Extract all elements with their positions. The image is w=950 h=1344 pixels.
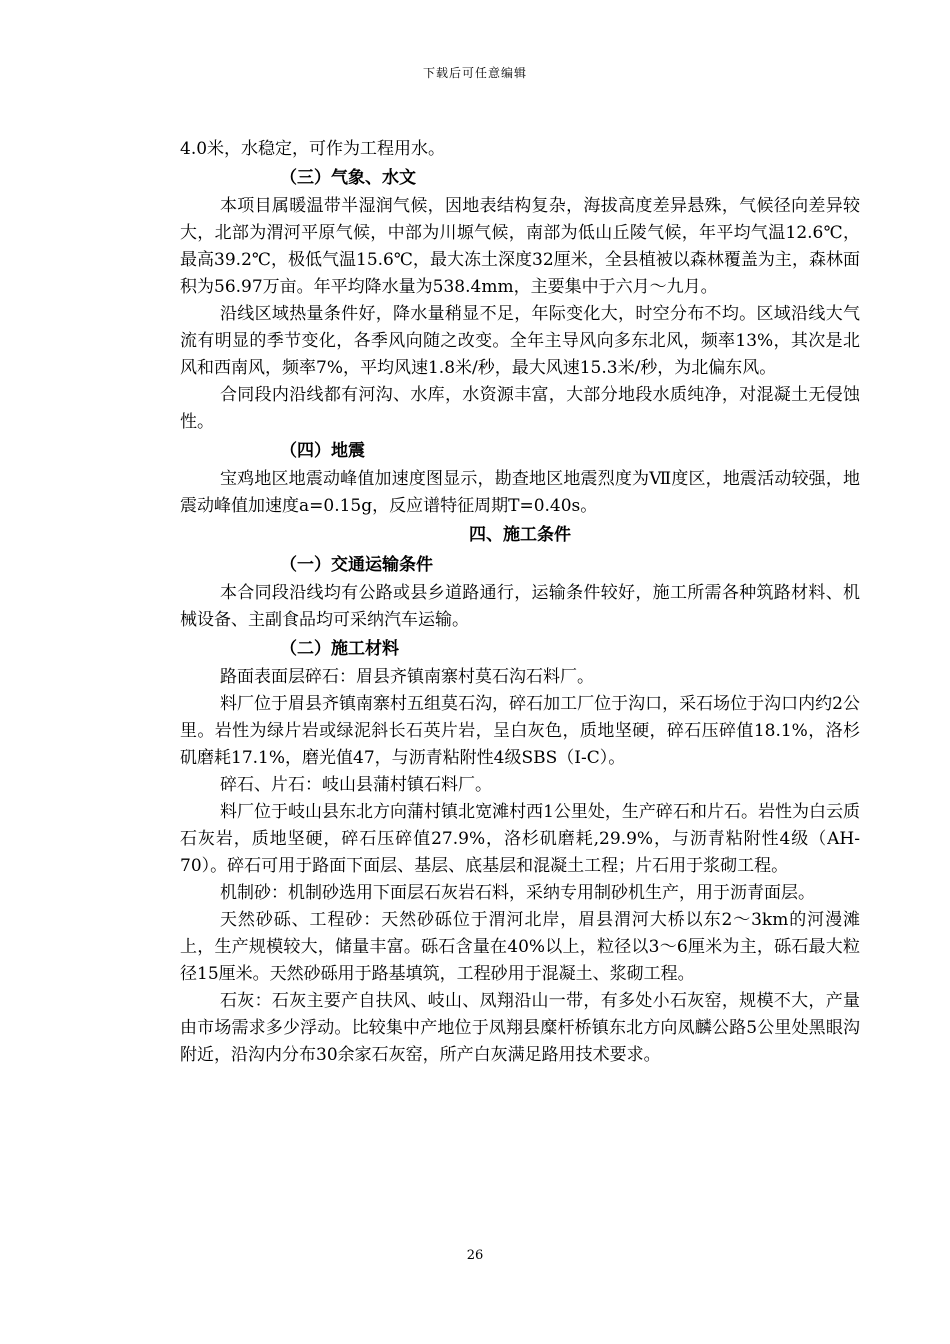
paragraph: 4.0米，水稳定，可作为工程用水。 — [180, 139, 446, 159]
paragraph: 宝鸡地区地震动峰值加速度图显示，勘查地区地震烈度为Ⅶ度区，地震活动较强，地震动峰值加速度a=0.15g，反应谱特征周期T=0.40s。 — [180, 469, 860, 516]
paragraph: 碎石、片石：岐山县蒲村镇石料厂。 — [220, 775, 492, 795]
paragraph: 机制砂：机制砂选用下面层石灰岩石料，采纳专用制砂机生产，用于沥青面层。 — [220, 883, 815, 903]
paragraph: 沿线区域热量条件好，降水量稍显不足，年际变化大，时空分布不均。区域沿线大气流有明显的季节变化，各季风向随之改变。全年主导风向多东北风，频率13%，其次是北风和西南风，频率7%，平均风速1.8米/秒，最大风速15.3米/秒，为北偏东风。 — [180, 304, 860, 378]
page-header-note: 下载后可任意编辑 — [422, 66, 527, 80]
paragraph: 合同段内沿线都有河沟、水库，水资源丰富，大部分地段水质纯净，对混凝土无侵蚀性。 — [180, 385, 860, 432]
paragraph: 本项目属暖温带半湿润气候，因地表结构复杂，海拔高度差异悬殊，气候径向差异较大，北部为渭河平原气候，中部为川塬气候，南部为低山丘陵气候，年平均气温12.6℃，最高39.2℃，极低气温15.6℃，最大冻土深度32厘米，全县植被以森林覆盖为主，森林面积为56.97万亩。年平均降水量为538.4mm，主要集中于六月～九月。 — [180, 196, 860, 297]
paragraph: 本合同段沿线均有公路或县乡道路通行，运输条件较好，施工所需各种筑路材料、机械设备、主副食品均可采纳汽车运输。 — [180, 583, 860, 630]
paragraph: 料厂位于眉县齐镇南寨村五组莫石沟，碎石加工厂位于沟口，采石场位于沟口内约2公里。岩性为绿片岩或绿泥斜长石英片岩，呈白灰色，质地坚硬，碎石压碎值18.1%，洛杉矶磨耗17.1%，磨光值47，与沥青粘附性4级SBS（I-C）。 — [180, 694, 860, 768]
paragraph: 石灰：石灰主要产自扶风、岐山、凤翔沿山一带，有多处小石灰窑，规模不大，产量由市场需求多少浮动。比较集中产地位于凤翔县糜杆桥镇东北方向凤麟公路5公里处黑眼沟附近，沿沟内分布30余家石灰窑，所产白灰满足路用技术要求。 — [180, 991, 860, 1065]
section-heading: 四、施工条件 — [469, 525, 571, 545]
paragraph: 料厂位于岐山县东北方向蒲村镇北宽滩村西1公里处，生产碎石和片石。岩性为白云质石灰岩，质地坚硬，碎石压碎值27.9%，洛杉矶磨耗,29.9%，与沥青粘附性4级（AH-70）。碎石可用于路面下面层、基层、底基层和混凝土工程；片石用于浆砌工程。 — [180, 802, 860, 876]
subsection-heading: （三）气象、水文 — [280, 168, 416, 188]
page-number: 26 — [466, 1248, 484, 1263]
paragraph: 天然砂砾、工程砂：天然砂砾位于渭河北岸，眉县渭河大桥以东2～3km的河漫滩上，生产规模较大，储量丰富。砾石含量在40%以上，粒径以3～6厘米为主，砾石最大粒径15厘米。天然砂砾用于路基填筑，工程砂用于混凝土、浆砌工程。 — [180, 910, 860, 984]
subsection-heading: （一）交通运输条件 — [280, 555, 433, 575]
paragraph: 路面表面层碎石：眉县齐镇南寨村莫石沟石料厂。 — [220, 667, 594, 687]
subsection-heading: （二）施工材料 — [280, 639, 399, 659]
document-body — [180, 136, 860, 1069]
subsection-heading: （四）地震 — [280, 441, 365, 461]
